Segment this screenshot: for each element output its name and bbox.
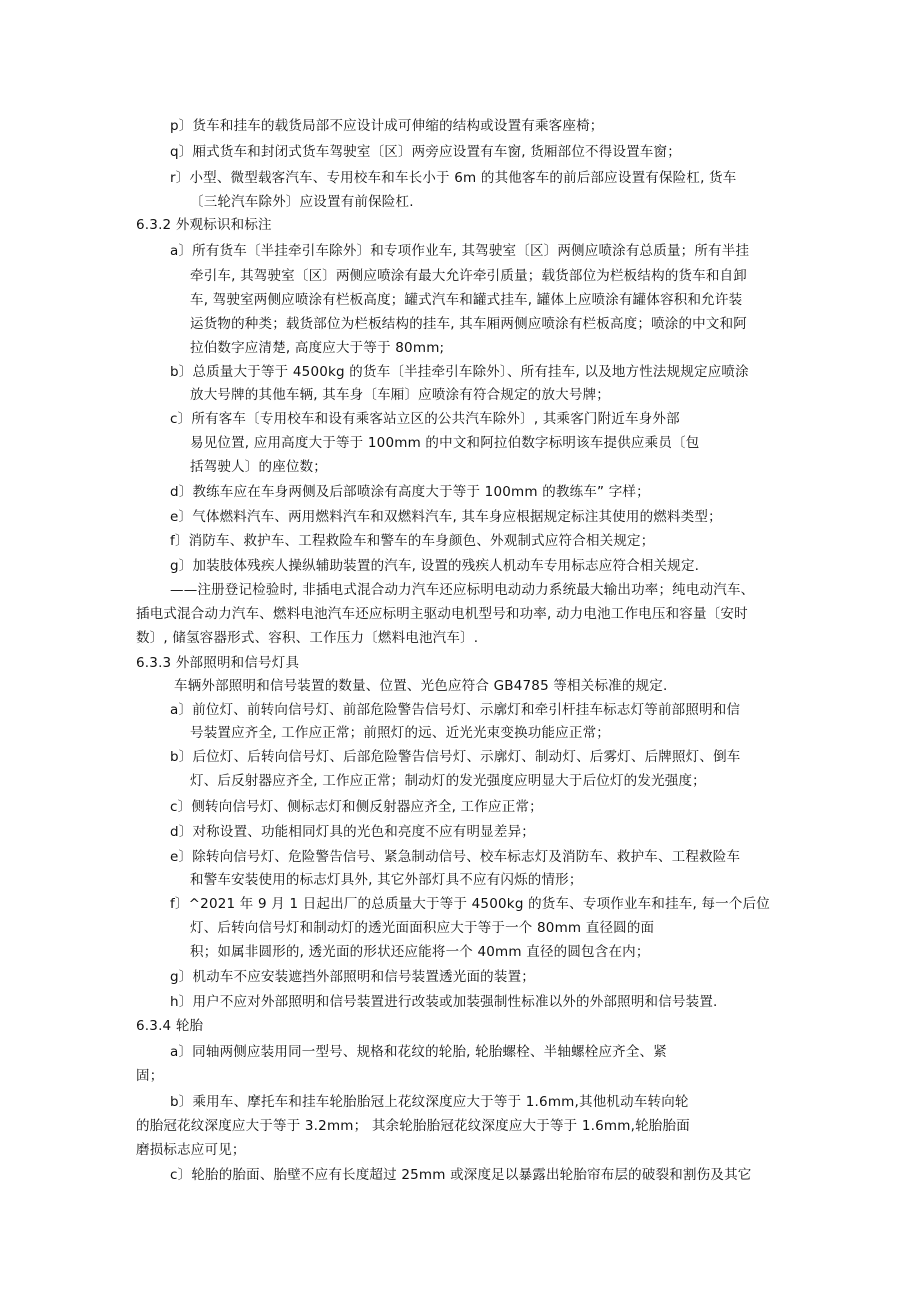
clause-a-cont: 牵引车, 其驾驶室〔区〕两侧应喷涂有最大允许牵引质量；载货部位为栏板结构的货车和自卸 — [190, 268, 747, 284]
clause-c-cont: 括驾驶人〕的座位数； — [190, 459, 327, 475]
clause-c: c〕轮胎的胎面、胎壁不应有长度超过 25mm 或深度足以暴露出轮胎帘布层的破裂和割伤及其它 — [170, 1167, 752, 1183]
clause-d: d〕教练车应在车身两侧及后部喷涂有高度大于等于 100mm 的教练车” 字样； — [170, 484, 650, 500]
clause-b: b〕乘用车、摩托车和挂车轮胎胎冠上花纹深度应大于等于 1.6mm,其他机动车转向轮 — [170, 1094, 689, 1110]
section-heading-6-3-3: 6.3.3 外部照明和信号灯具 — [136, 655, 300, 671]
clause-e: e〕气体燃料汽车、两用燃料汽车和双燃料汽车, 其车身应根据规定标注其使用的燃料类型； — [170, 509, 722, 525]
clause-a: a〕同轴两侧应装用同一型号、规格和花纹的轮胎, 轮胎螺栓、半轴螺栓应齐全、紧 — [170, 1044, 667, 1060]
clause-a: a〕前位灯、前转向信号灯、前部危险警告信号灯、示廓灯和牵引杆挂车标志灯等前部照明和信 — [170, 702, 741, 718]
clause-g: g〕机动车不应安装遮挡外部照明和信号装置透光面的装置； — [170, 969, 535, 985]
clause-d: d〕对称设置、功能相同灯具的光色和亮度不应有明显差异； — [170, 824, 535, 840]
clause-q: q〕厢式货车和封闭式货车驾驶室〔区〕两旁应设置有车窗, 货厢部位不得设置车窗； — [170, 144, 681, 160]
clause-c: c〕所有客车〔专用校车和设有乘客站立区的公共汽车除外〕, 其乘客门附近车身外部 — [170, 411, 680, 427]
note-paragraph-cont: 数〕, 储氢容器形式、容积、工作压力〔燃料电池汽车〕. — [136, 630, 479, 646]
clause-f-cont: 积；如属非圆形的, 透光面的形状还应能将一个 40mm 直径的圆包含在内； — [190, 944, 650, 960]
clause-a-cont: 号装置应齐全, 工作应正常；前照灯的远、近光光束变换功能应正常； — [190, 725, 610, 741]
clause-f: f〕消防车、救护车、工程救险车和警车的车身颜色、外观制式应符合相关规定； — [170, 533, 655, 549]
clause-b-cont: 的胎冠花纹深度应大于等于 3.2mm； 其余轮胎胎冠花纹深度应大于等于 1.6mm,轮胎胎面 — [136, 1118, 690, 1134]
section-heading-6-3-2: 6.3.2 外观标识和标注 — [136, 217, 272, 233]
clause-c: c〕侧转向信号灯、侧标志灯和侧反射器应齐全, 工作应正常； — [170, 799, 543, 815]
clause-c-cont: 易见位置, 应用高度大于等于 100mm 的中文和阿拉伯数字标明该车提供应乘员〔包 — [190, 435, 700, 451]
clause-a-cont: 固； — [136, 1068, 164, 1084]
clause-p: p〕货车和挂车的载货局部不应设计成可伸缩的结构或设置有乘客座椅； — [170, 118, 604, 134]
clause-b: b〕总质量大于等于 4500kg 的货车〔半挂牵引车除外〕、所有挂车, 以及地方性法规规定应喷涂 — [170, 364, 749, 380]
clause-a-cont: 车, 驾驶室两侧应喷涂有栏板高度；罐式汽车和罐式挂车, 罐体上应喷涂有罐体容积和允许装 — [190, 292, 743, 308]
clause-e: e〕除转向信号灯、危险警告信号、紧急制动信号、校车标志灯及消防车、救护车、工程救险车 — [170, 849, 741, 865]
section-heading-6-3-4: 6.3.4 轮胎 — [136, 1018, 204, 1034]
clause-f-cont: 灯、后转向信号灯和制动灯的透光面面积应大于等于一个 80mm 直径圆的面 — [190, 920, 655, 936]
clause-a-cont: 运货物的种类；载货部位为栏板结构的挂车, 其车厢两侧应喷涂有栏板高度；喷涂的中文和阿 — [190, 316, 747, 332]
clause-a-cont: 拉伯数字应清楚, 高度应大于等于 80mm; — [190, 340, 445, 356]
clause-r-cont: 〔三轮汽车除外〕应设置有前保险杠. — [190, 194, 414, 210]
clause-b-cont: 灯、后反射器应齐全, 工作应正常；制动灯的发光强度应明显大于后位灯的发光强度； — [190, 773, 706, 789]
clause-b-cont: 磨损标志应可见； — [136, 1142, 246, 1158]
note-paragraph: ——注册登记检验时, 非插电式混合动力汽车还应标明电动动力系统最大输出功率；纯电动汽车、 — [170, 582, 755, 598]
clause-e-cont: 和警车安装使用的标志灯具外, 其它外部灯具不应有闪烁的情形； — [190, 872, 583, 888]
intro-paragraph: 车辆外部照明和信号装置的数量、位置、光色应符合 GB4785 等相关标准的规定. — [174, 678, 668, 694]
clause-r: r〕小型、微型载客汽车、专用校车和车长小于 6m 的其他客车的前后部应设置有保险杠, 货车 — [170, 170, 737, 186]
clause-b: b〕后位灯、后转向信号灯、后部危险警告信号灯、示廓灯、制动灯、后雾灯、后牌照灯、倒车 — [170, 749, 741, 765]
note-paragraph-cont: 插电式混合动力汽车、燃料电池汽车还应标明主驱动电机型号和功率, 动力电池工作电压和容量〔安时 — [136, 606, 748, 622]
clause-a: a〕所有货车〔半挂牵引车除外〕和专项作业车, 其驾驶室〔区〕两侧应喷涂有总质量；所有半挂 — [170, 243, 750, 259]
clause-h: h〕用户不应对外部照明和信号装置进行改装或加装强制性标准以外的外部照明和信号装置. — [170, 994, 718, 1010]
clause-f: f〕^2021 年 9 月 1 日起出厂的总质量大于等于 4500kg 的货车、专项作业车和挂车, 每一个后位 — [170, 896, 770, 912]
clause-g: g〕加装肢体残疾人操纵辅助装置的汽车, 设置的残疾人机动车专用标志应符合相关规定. — [170, 558, 700, 574]
clause-b-cont: 放大号牌的其他车辆, 其车身〔车厢〕应喷涂有符合规定的放大号牌； — [190, 387, 610, 403]
